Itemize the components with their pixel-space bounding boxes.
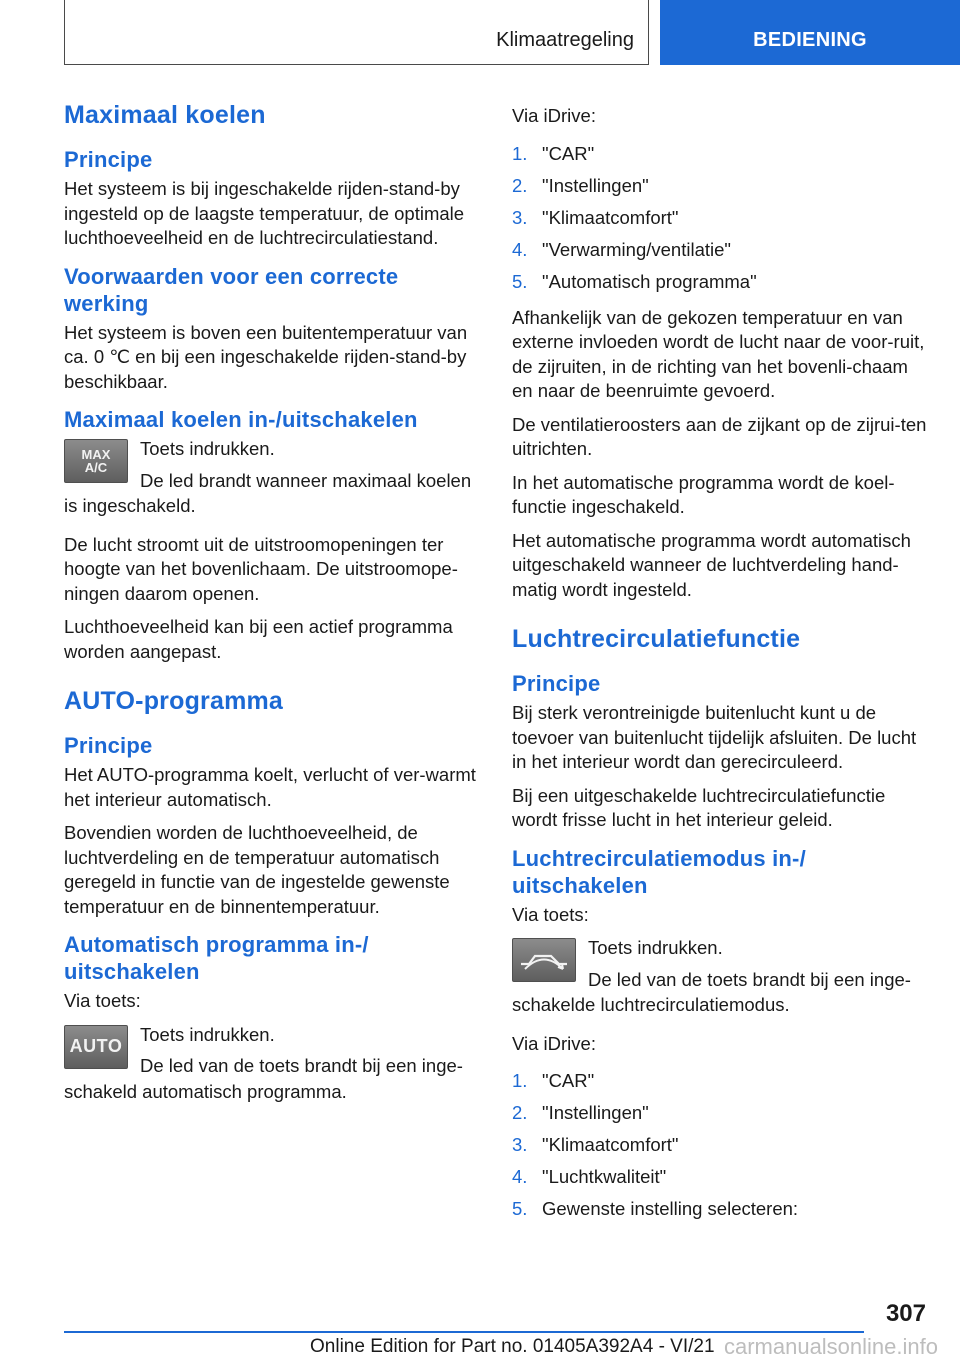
- list-item: 3. "Klimaatcomfort": [512, 206, 679, 228]
- heading-principe-1: Principe: [64, 147, 153, 172]
- text-koelfunctie: In het automatische programma wordt de koel-functie ingeschakeld.: [512, 471, 895, 517]
- text-toets-indrukken-2: Toets indrukken.: [140, 1023, 275, 1045]
- text-led-recirc-b: schakelde luchtrecirculatiemodus.: [512, 994, 790, 1015]
- max-ac-label-top: MAX: [81, 447, 111, 462]
- heading-recirculatiemodus-in-uit: Luchtrecirculatiemodus in-/ uitschakelen: [512, 845, 806, 898]
- heading-auto-in-uit: Automatisch programma in-/ uitschakelen: [64, 932, 369, 984]
- header-chapter-tab: [660, 0, 960, 65]
- footer-edition: Online Edition for Part no. 01405A392A4 - VI/21: [310, 1336, 715, 1357]
- text-led-recirc-a: De led van de toets brandt bij een inge-: [588, 968, 911, 990]
- text-recirc-2: Bij een uitgeschakelde luchtrecirculatiefunctie wordt frisse lucht in het interieur geleid.: [512, 784, 886, 830]
- footer-divider: [64, 1331, 864, 1333]
- watermark: carmanualsonline.info: [723, 1334, 938, 1359]
- recirculation-car-icon: [512, 938, 576, 982]
- heading-maximaal-koelen: Maximaal koelen: [64, 101, 266, 129]
- auto-instruction: [64, 1023, 480, 1086]
- idrive-steps-2: [512, 1065, 932, 1225]
- page-number: 307: [885, 1300, 926, 1327]
- max-ac-label-bottom: A/C: [84, 460, 108, 475]
- max-ac-button-icon: [64, 439, 128, 483]
- text-afhankelijk: Afhankelijk van de gekozen temperatuur en van externe invloeden wordt de lucht naar de voor-ruit, de zijruiten, in de richting van het bovenli-chaam en naar de beenruimte gevoerd.: [512, 306, 925, 401]
- text-via-toets-1: Via toets:: [64, 990, 141, 1011]
- text-toets-indrukken-3: Toets indrukken.: [588, 937, 723, 958]
- text-auto-1: Het AUTO-programma koelt, verlucht of ver-warmt het interieur automatisch.: [64, 764, 476, 810]
- max-ac-instruction: [64, 437, 480, 500]
- text-luchthoeveelheid: Luchthoeveelheid kan bij een actief programma worden aangepast.: [64, 616, 453, 662]
- list-item: 2. "Instellingen": [512, 174, 649, 196]
- text-principe-1: Het systeem is bij ingeschakelde rijden-stand-by ingesteld op de laagste temperatuur, de optimale luchthoeveelheid en de luchtrecirculatiestand.: [64, 178, 465, 248]
- text-led-max-a: De led brandt wanneer maximaal koelen: [140, 469, 472, 491]
- auto-button-label: AUTO: [69, 1036, 123, 1056]
- text-led-max-b: is ingeschakeld.: [64, 495, 196, 516]
- list-item: 3. "Klimaatcomfort": [512, 1134, 679, 1155]
- text-led-auto-a: De led van de toets brandt bij een inge-: [140, 1055, 463, 1076]
- list-item: 4. "Verwarming/ventilatie": [512, 238, 731, 260]
- auto-button-icon: [64, 1025, 128, 1069]
- list-item: 1. "CAR": [512, 142, 595, 164]
- text-recirc-1: Bij sterk verontreinigde buitenlucht kunt u de toevoer van buitenlucht tijdelijk afsluiten. De lucht in het interieur wordt dan gerecirculeerd.: [512, 702, 917, 772]
- heading-principe-2: Principe: [64, 733, 153, 758]
- list-item: 2. "Instellingen": [512, 1102, 649, 1123]
- text-ventilatieroosters: De ventilatieroosters aan de zijkant op de zijrui-ten uitrichten.: [512, 413, 927, 459]
- list-item: 4. "Luchtkwaliteit": [512, 1166, 667, 1187]
- text-led-auto-b: schakeld automatisch programma.: [64, 1080, 347, 1102]
- text-automatisch-uit: Het automatische programma wordt automatisch uitgeschakeld wanneer de luchtverdeling hand-matig wordt ingesteld.: [512, 529, 911, 600]
- header-section-title: Klimaatregeling: [496, 29, 634, 51]
- recirc-instruction: [512, 936, 932, 999]
- text-via-toets-2: Via toets:: [512, 903, 589, 925]
- idrive-steps-1: [512, 138, 932, 298]
- text-via-idrive-1: Via iDrive:: [512, 105, 596, 126]
- list-item: 1. "CAR": [512, 1070, 595, 1091]
- text-voorwaarden: Het systeem is boven een buitentemperatuur van ca. 0 ℃ en bij een ingeschakelde rijden-stand-by beschikbaar.: [64, 321, 468, 392]
- text-auto-2: Bovendien worden de luchthoeveelheid, de luchtverdeling en de temperatuur automatisch geregeld in functie van de ingestelde gewenste temperatuur en de binnentemperatuur.: [64, 822, 450, 917]
- text-toets-indrukken-1: Toets indrukken.: [140, 438, 275, 459]
- text-lucht-stroomt: De lucht stroomt uit de uitstroomopeningen ter hoogte van het bovenlichaam. De uitstroomope-ningen daarom openen.: [64, 533, 458, 604]
- list-item: 5. "Automatisch programma": [512, 270, 757, 292]
- right-column: [512, 104, 932, 1233]
- heading-principe-3: Principe: [512, 671, 601, 696]
- header-section-box: [64, 0, 649, 65]
- heading-maximaal-koelen-in-uit: Maximaal koelen in-/uitschakelen: [64, 407, 418, 432]
- list-item: 5. Gewenste instelling selecteren:: [512, 1198, 799, 1219]
- header-chapter-title: BEDIENING: [753, 29, 867, 51]
- text-via-idrive-2: Via iDrive:: [512, 1032, 596, 1054]
- heading-voorwaarden: Voorwaarden voor een correcte werking: [64, 263, 399, 316]
- heading-auto-programma: AUTO-programma: [64, 687, 284, 715]
- left-column: [64, 100, 480, 1113]
- heading-luchtrecirculatiefunctie: Luchtrecirculatiefunctie: [512, 625, 801, 653]
